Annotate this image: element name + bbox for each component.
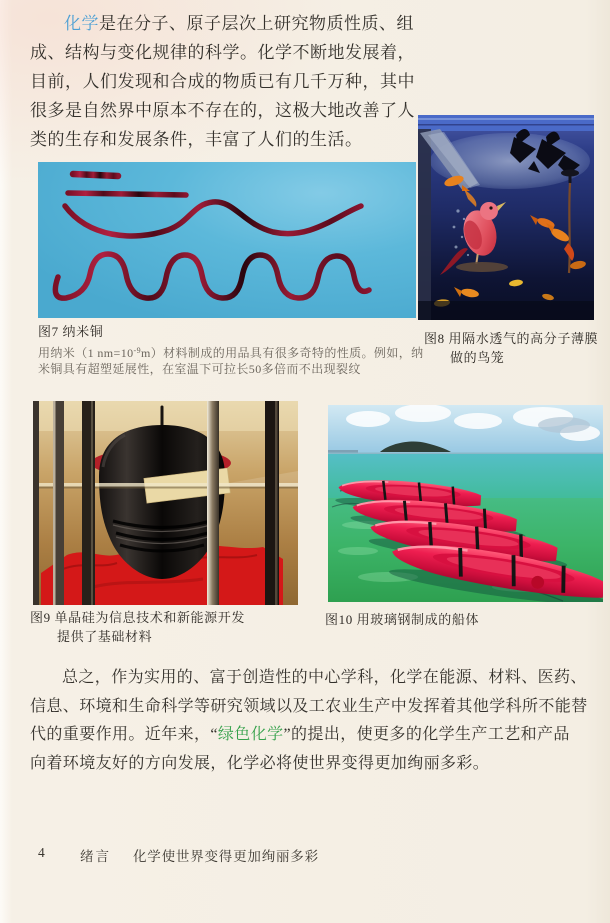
figure10-caption: 图10 用玻璃钢制成的船体	[325, 612, 480, 627]
conclusion-line: 信息、环境和生命科学等研究领域以及工农业生产中发挥着其他学科所不能替	[30, 697, 588, 715]
conclusion-line: 向着环境友好的方向发展，化学必将使世界变得更加绚丽多彩。	[30, 754, 490, 772]
figure8-caption: 图8 用隔水透气的高分子薄膜	[424, 331, 599, 346]
conclusion-line: 总之，作为实用的、富于创造性的中心学科，化学在能源、材料、医药、	[62, 669, 587, 686]
chemistry-term: 化学	[64, 14, 99, 33]
intro-line: 类的生存和发展条件，丰富了人们的生活。	[30, 130, 363, 149]
nano-copper-wires	[38, 162, 416, 318]
intro-line: 很多是自然界中原本不存在的，这极大地改善了人	[30, 101, 415, 120]
conclusion-line-text: ”的提出，使更多的化学生产工艺和产品	[283, 726, 570, 743]
exponent: -9	[133, 346, 141, 355]
figure10-image	[328, 405, 603, 602]
figure7-description-text: m）材料制成的用品具有很多奇特的性质。例如，纳	[140, 346, 424, 360]
intro-line: 目前，人们发现和合成的物质已有几千万种，其中	[30, 72, 415, 91]
aquarium-scene	[418, 115, 594, 320]
conclusion-paragraph	[30, 664, 588, 778]
intro-line	[30, 9, 415, 38]
figure8-caption: 做的鸟笼	[450, 350, 505, 365]
intro-paragraph	[30, 9, 415, 154]
kayaks-scene	[328, 405, 603, 602]
conclusion-line	[30, 721, 588, 750]
conclusion-line-text: 代的重要作用。近年来，“	[30, 726, 218, 743]
figure7-description: 米铜具有超塑延展性，在室温下可拉长50多倍而不出现裂纹	[38, 362, 361, 376]
figure9-caption: 图9 单晶硅为信息技术和新能源开发	[30, 610, 245, 625]
figure9-image	[33, 401, 298, 605]
green-chemistry-term: 绿色化学	[217, 726, 284, 743]
figure7-image	[38, 162, 416, 318]
figure8-image	[418, 115, 594, 320]
footer-title: 化学使世界变得更加绚丽多彩	[133, 849, 319, 864]
figure7-description-text: 用纳米（1 nm=10	[38, 346, 134, 360]
silicon-ingot-scene	[33, 401, 298, 605]
figure9-caption: 提供了基础材料	[57, 629, 153, 644]
figure7-caption: 图7 纳米铜	[38, 324, 104, 339]
page-number: 4	[38, 845, 45, 860]
intro-line-text: 是在分子、原子层次上研究物质性质、组	[99, 14, 414, 33]
footer-section: 绪言	[80, 849, 111, 864]
intro-line: 成、结构与变化规律的科学。化学不断地发展着，	[30, 43, 415, 62]
